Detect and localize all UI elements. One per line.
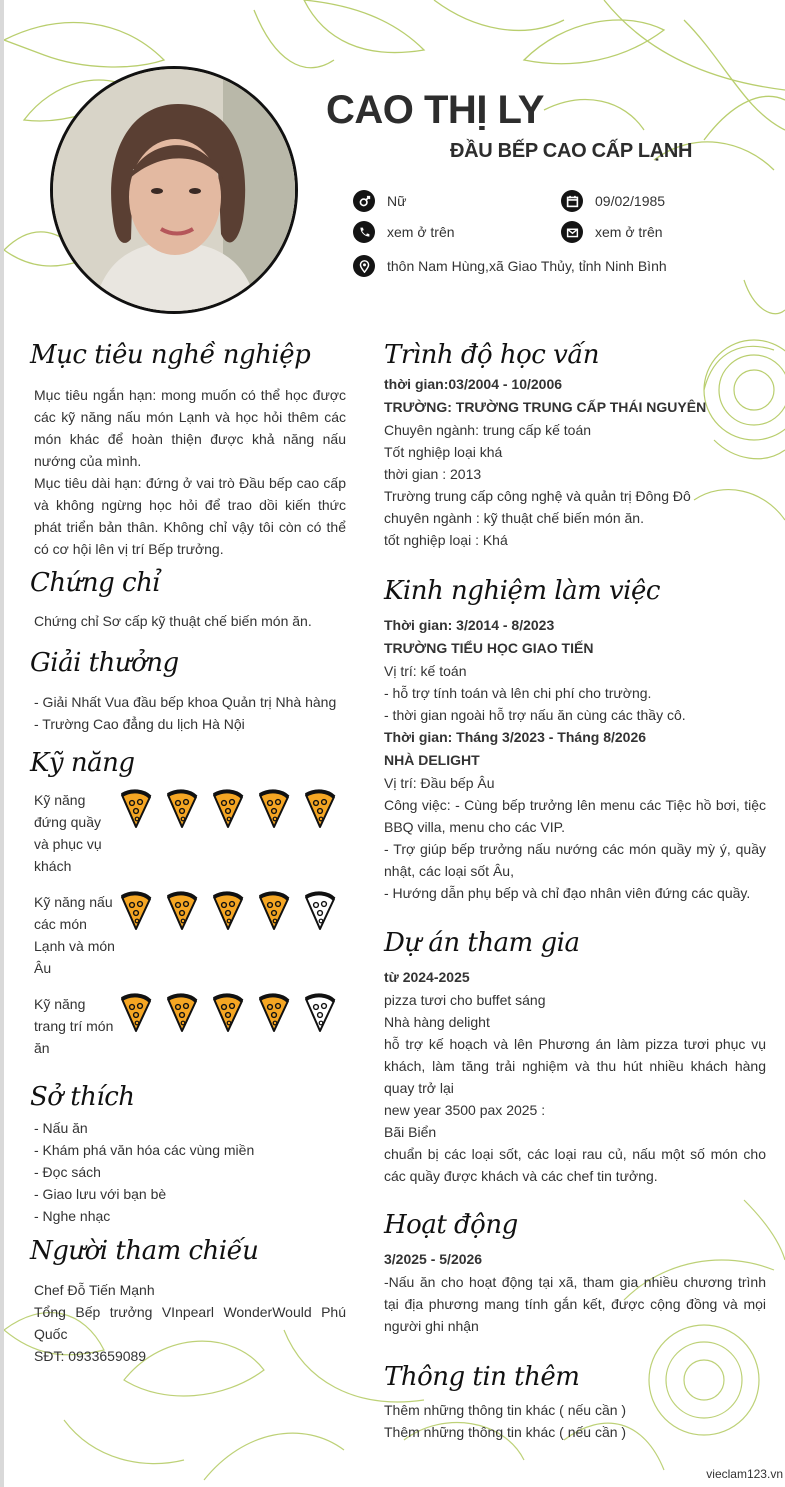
projects-heading: Dự án tham gia — [384, 928, 580, 958]
hobby-item: - Khám phá văn hóa các vùng miền — [34, 1142, 255, 1158]
projects-line: pizza tươi cho buffet sáng — [384, 992, 546, 1008]
skill-label: Kỹ năng trang trí món ăn — [34, 996, 114, 1056]
phone-icon — [353, 221, 375, 243]
experience-line: Thời gian: 3/2014 - 8/2023 — [384, 617, 555, 633]
skill-label: Kỹ năng đứng quầy và phục vụ khách — [34, 792, 102, 874]
pizza-slice-icon — [256, 993, 292, 1033]
projects-list — [384, 966, 766, 1187]
candidate-name: CAO THỊ LY — [326, 88, 544, 132]
activities-line: 3/2025 - 5/2026 — [384, 1251, 483, 1267]
projects-line: new year 3500 pax 2025 : — [384, 1102, 546, 1118]
additional-line: Thêm những thông tin khác ( nếu cần ) — [384, 1424, 627, 1440]
gender-info — [353, 190, 406, 212]
gender-value: Nữ — [387, 193, 407, 209]
experience-line: Thời gian: Tháng 3/2023 - Tháng 8/2026 — [384, 729, 647, 745]
additional-list — [384, 1399, 766, 1443]
phone-value: xem ở trên — [387, 224, 455, 240]
experience-line: - thời gian ngoài hỗ trợ nấu ăn cùng các thầy cô. — [384, 707, 686, 723]
email-icon — [561, 221, 583, 243]
education-line: tốt nghiệp loại : Khá — [384, 532, 508, 548]
address-value: thôn Nam Hùng,xã Giao Thủy, tỉnh Ninh Bình — [387, 258, 667, 274]
education-line: chuyên ngành : kỹ thuật chế biến món ăn. — [384, 510, 644, 526]
references-block — [34, 1279, 346, 1367]
skill-rating — [118, 993, 338, 1033]
reference-name: Chef Đỗ Tiến Mạnh — [34, 1282, 155, 1298]
pizza-slice-icon — [210, 789, 246, 829]
pizza-slice-icon — [210, 891, 246, 931]
hobbies-list — [34, 1117, 346, 1227]
job-title: ĐẦU BẾP CAO CẤP LẠNH — [450, 140, 693, 162]
projects-line: từ 2024-2025 — [384, 969, 470, 985]
experience-line: - Hướng dẫn phụ bếp và chỉ đạo nhân viên đứng các quầy. — [384, 885, 751, 901]
pizza-slice-icon — [118, 993, 154, 1033]
education-line: thời gian : 2013 — [384, 466, 482, 482]
pizza-slice-icon — [118, 789, 154, 829]
watermark: vieclam123.vn — [706, 1467, 783, 1481]
address-info — [353, 255, 667, 277]
skill-label: Kỹ năng nấu các món Lạnh và món Âu — [34, 894, 115, 976]
education-heading: Trình độ học vấn — [384, 340, 599, 370]
hobby-item: - Giao lưu với bạn bè — [34, 1186, 167, 1202]
activities-line: -Nấu ăn cho hoạt động tại xã, tham gia nhiều chương trình tại địa phương mang tính gắn kết, được cộng đồng và mọi người ghi nhận — [384, 1274, 766, 1334]
skills-heading: Kỹ năng — [30, 748, 135, 778]
hobbies-heading: Sở thích — [30, 1082, 135, 1112]
pizza-slice-icon — [118, 891, 154, 931]
profile-photo — [50, 66, 298, 314]
education-line: Chuyên ngành: trung cấp kế toán — [384, 422, 592, 438]
location-pin-icon — [353, 255, 375, 277]
experience-line: NHÀ DELIGHT — [384, 752, 480, 768]
experience-line: Vị trí: Đầu bếp Âu — [384, 775, 495, 791]
activities-list — [384, 1248, 766, 1337]
hobby-item: - Nghe nhạc — [34, 1208, 111, 1224]
pizza-slice-icon — [302, 891, 338, 931]
reference-position: Tổng Bếp trưởng VInpearl WonderWould Phú Quốc — [34, 1304, 346, 1342]
birthday-value: 09/02/1985 — [595, 193, 666, 209]
additional-line: Thêm những thông tin khác ( nếu cần ) — [384, 1402, 627, 1418]
experience-line: TRƯỜNG TIỂU HỌC GIAO TIẾN — [384, 640, 594, 656]
gender-icon — [353, 190, 375, 212]
certificate-item: Chứng chỉ Sơ cấp kỹ thuật chế biến món ăn. — [34, 613, 312, 629]
awards-list — [34, 691, 354, 735]
skill-rating — [118, 891, 338, 931]
birthday-info — [561, 190, 665, 212]
email-value: xem ở trên — [595, 224, 663, 240]
pizza-slice-icon — [302, 993, 338, 1033]
reference-phone: SĐT: 0933659089 — [34, 1348, 147, 1364]
experience-line: Công việc: - Cùng bếp trưởng lên menu các Tiệc hồ bơi, tiệc BBQ villa, menu cho các VIP. — [384, 797, 766, 835]
objective-short-term: Mục tiêu ngắn hạn: mong muốn có thể học được các kỹ năng nấu món Lạnh và học hỏi thêm các món khác để hoàn thiện được khả năng nấu nướng của mình. — [34, 387, 346, 469]
education-line: Trường trung cấp công nghệ và quản trị Đông Đô — [384, 488, 691, 504]
pizza-slice-icon — [302, 789, 338, 829]
projects-line: Bãi Biển — [384, 1124, 437, 1140]
phone-info — [353, 221, 455, 243]
education-line: thời gian:03/2004 - 10/2006 — [384, 376, 563, 392]
education-line: Tốt nghiệp loại khá — [384, 444, 503, 460]
education-list — [384, 373, 766, 551]
certificates-heading: Chứng chỉ — [30, 568, 161, 598]
awards-heading: Giải thưởng — [30, 648, 179, 678]
skill-rating — [118, 789, 338, 829]
projects-line: Nhà hàng delight — [384, 1014, 490, 1030]
objective-long-term: Mục tiêu dài hạn: đứng ở vai trò Đầu bếp cao cấp và không ngừng học hỏi để trao dồi kiến thức phát triển bản thân. Không chỉ vậy tôi còn có thể có cơ hội lên vị trí Bếp trưởng. — [34, 475, 346, 557]
objective-heading: Mục tiêu nghề nghiệp — [30, 340, 311, 370]
education-line: TRƯỜNG: TRƯỜNG TRUNG CẤP THÁI NGUYÊN — [384, 399, 707, 415]
pizza-slice-icon — [164, 789, 200, 829]
experience-line: - hỗ trợ tính toán và lên chi phí cho trường. — [384, 685, 652, 701]
additional-heading: Thông tin thêm — [384, 1362, 580, 1392]
experience-list — [384, 614, 766, 904]
award-item: - Trường Cao đẳng du lịch Hà Nội — [34, 716, 245, 732]
experience-line: - Trợ giúp bếp trưởng nấu nướng các món quầy mỳ ý, quầy nhật, các loại sốt Âu, — [384, 841, 766, 879]
pizza-slice-icon — [256, 891, 292, 931]
pizza-slice-icon — [164, 891, 200, 931]
hobby-item: - Đọc sách — [34, 1164, 101, 1180]
hobby-item: - Nấu ăn — [34, 1120, 88, 1136]
cv-page — [4, 0, 785, 1487]
projects-line: chuẩn bị các loại sốt, các loại rau củ, nấu một số món cho các quầy được khách và các chef tin tưởng. — [384, 1146, 766, 1184]
calendar-icon — [561, 190, 583, 212]
pizza-slice-icon — [210, 993, 246, 1033]
email-info — [561, 221, 663, 243]
experience-line: Vị trí: kế toán — [384, 663, 467, 679]
award-item: - Giải Nhất Vua đầu bếp khoa Quản trị Nhà hàng — [34, 694, 337, 710]
pizza-slice-icon — [256, 789, 292, 829]
projects-line: hỗ trợ kế hoạch và lên Phương án làm pizza tươi phục vụ khách, làm tăng trải nghiệm và thu hút nhiều khách hàng quay trở lại — [384, 1036, 766, 1096]
activities-heading: Hoạt động — [384, 1210, 518, 1240]
references-heading: Người tham chiếu — [30, 1236, 259, 1266]
experience-heading: Kinh nghiệm làm việc — [384, 576, 660, 606]
pizza-slice-icon — [164, 993, 200, 1033]
